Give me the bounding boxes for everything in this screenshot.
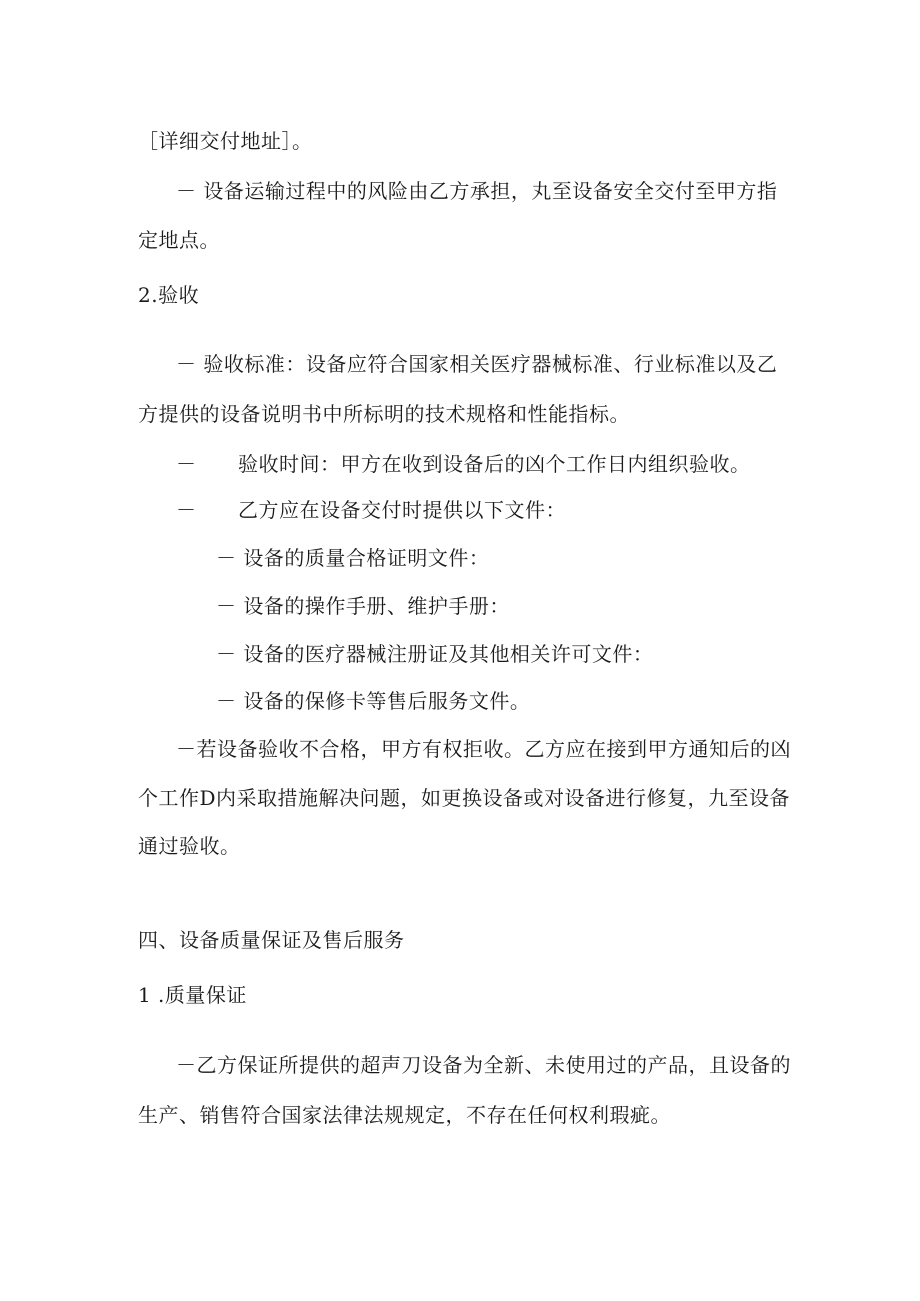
text-line: 乙方应在设备交付时提供以下文件： [238, 498, 566, 522]
section-heading: 四、设备质量保证及售后服务 [138, 928, 405, 952]
text-line: －乙方保证所提供的超声刀设备为全新、未使用过的产品，且设备的 [176, 1053, 791, 1077]
section-number: 1 [138, 983, 152, 1007]
text-line: 方提供的设备说明书中所标明的技术规格和性能指标。 [138, 402, 630, 426]
text-line: － 验收标准：设备应符合国家相关医疗器械标准、行业标准以及乙 [176, 352, 778, 376]
list-item: － 设备的医疗器械注册证及其他相关许可文件： [216, 642, 654, 666]
text-line: 验收时间：甲方在收到设备后的凶个工作日内组织验收。 [238, 452, 751, 476]
text-line: 个工作D内采取措施解决问题，如更换设备或对设备进行修复，九至设备 [138, 786, 791, 810]
text-line: － 设备运输过程中的风险由乙方承担，丸至设备安全交付至甲方指 [176, 179, 778, 203]
section-heading: 2.验收 [138, 283, 200, 307]
list-dash: － [176, 498, 197, 522]
text-line: －若设备验收不合格，甲方有权拒收。乙方应在接到甲方通知后的凶 [176, 737, 791, 761]
text-line: 通过验收。 [138, 834, 241, 858]
text-line: 生产、销售符合国家法律法规规定，不存在任何权利瑕疵。 [138, 1103, 671, 1127]
text-line: 定地点。 [138, 228, 220, 252]
list-item: － 设备的操作手册、维护手册： [216, 594, 510, 618]
list-item: － 设备的质量合格证明文件： [216, 546, 490, 570]
text-line: ［详细交付地址］。 [138, 129, 313, 153]
list-dash: － [176, 452, 197, 476]
section-heading: .质量保证 [158, 983, 247, 1007]
list-item: － 设备的保修卡等售后服务文件。 [216, 689, 531, 713]
